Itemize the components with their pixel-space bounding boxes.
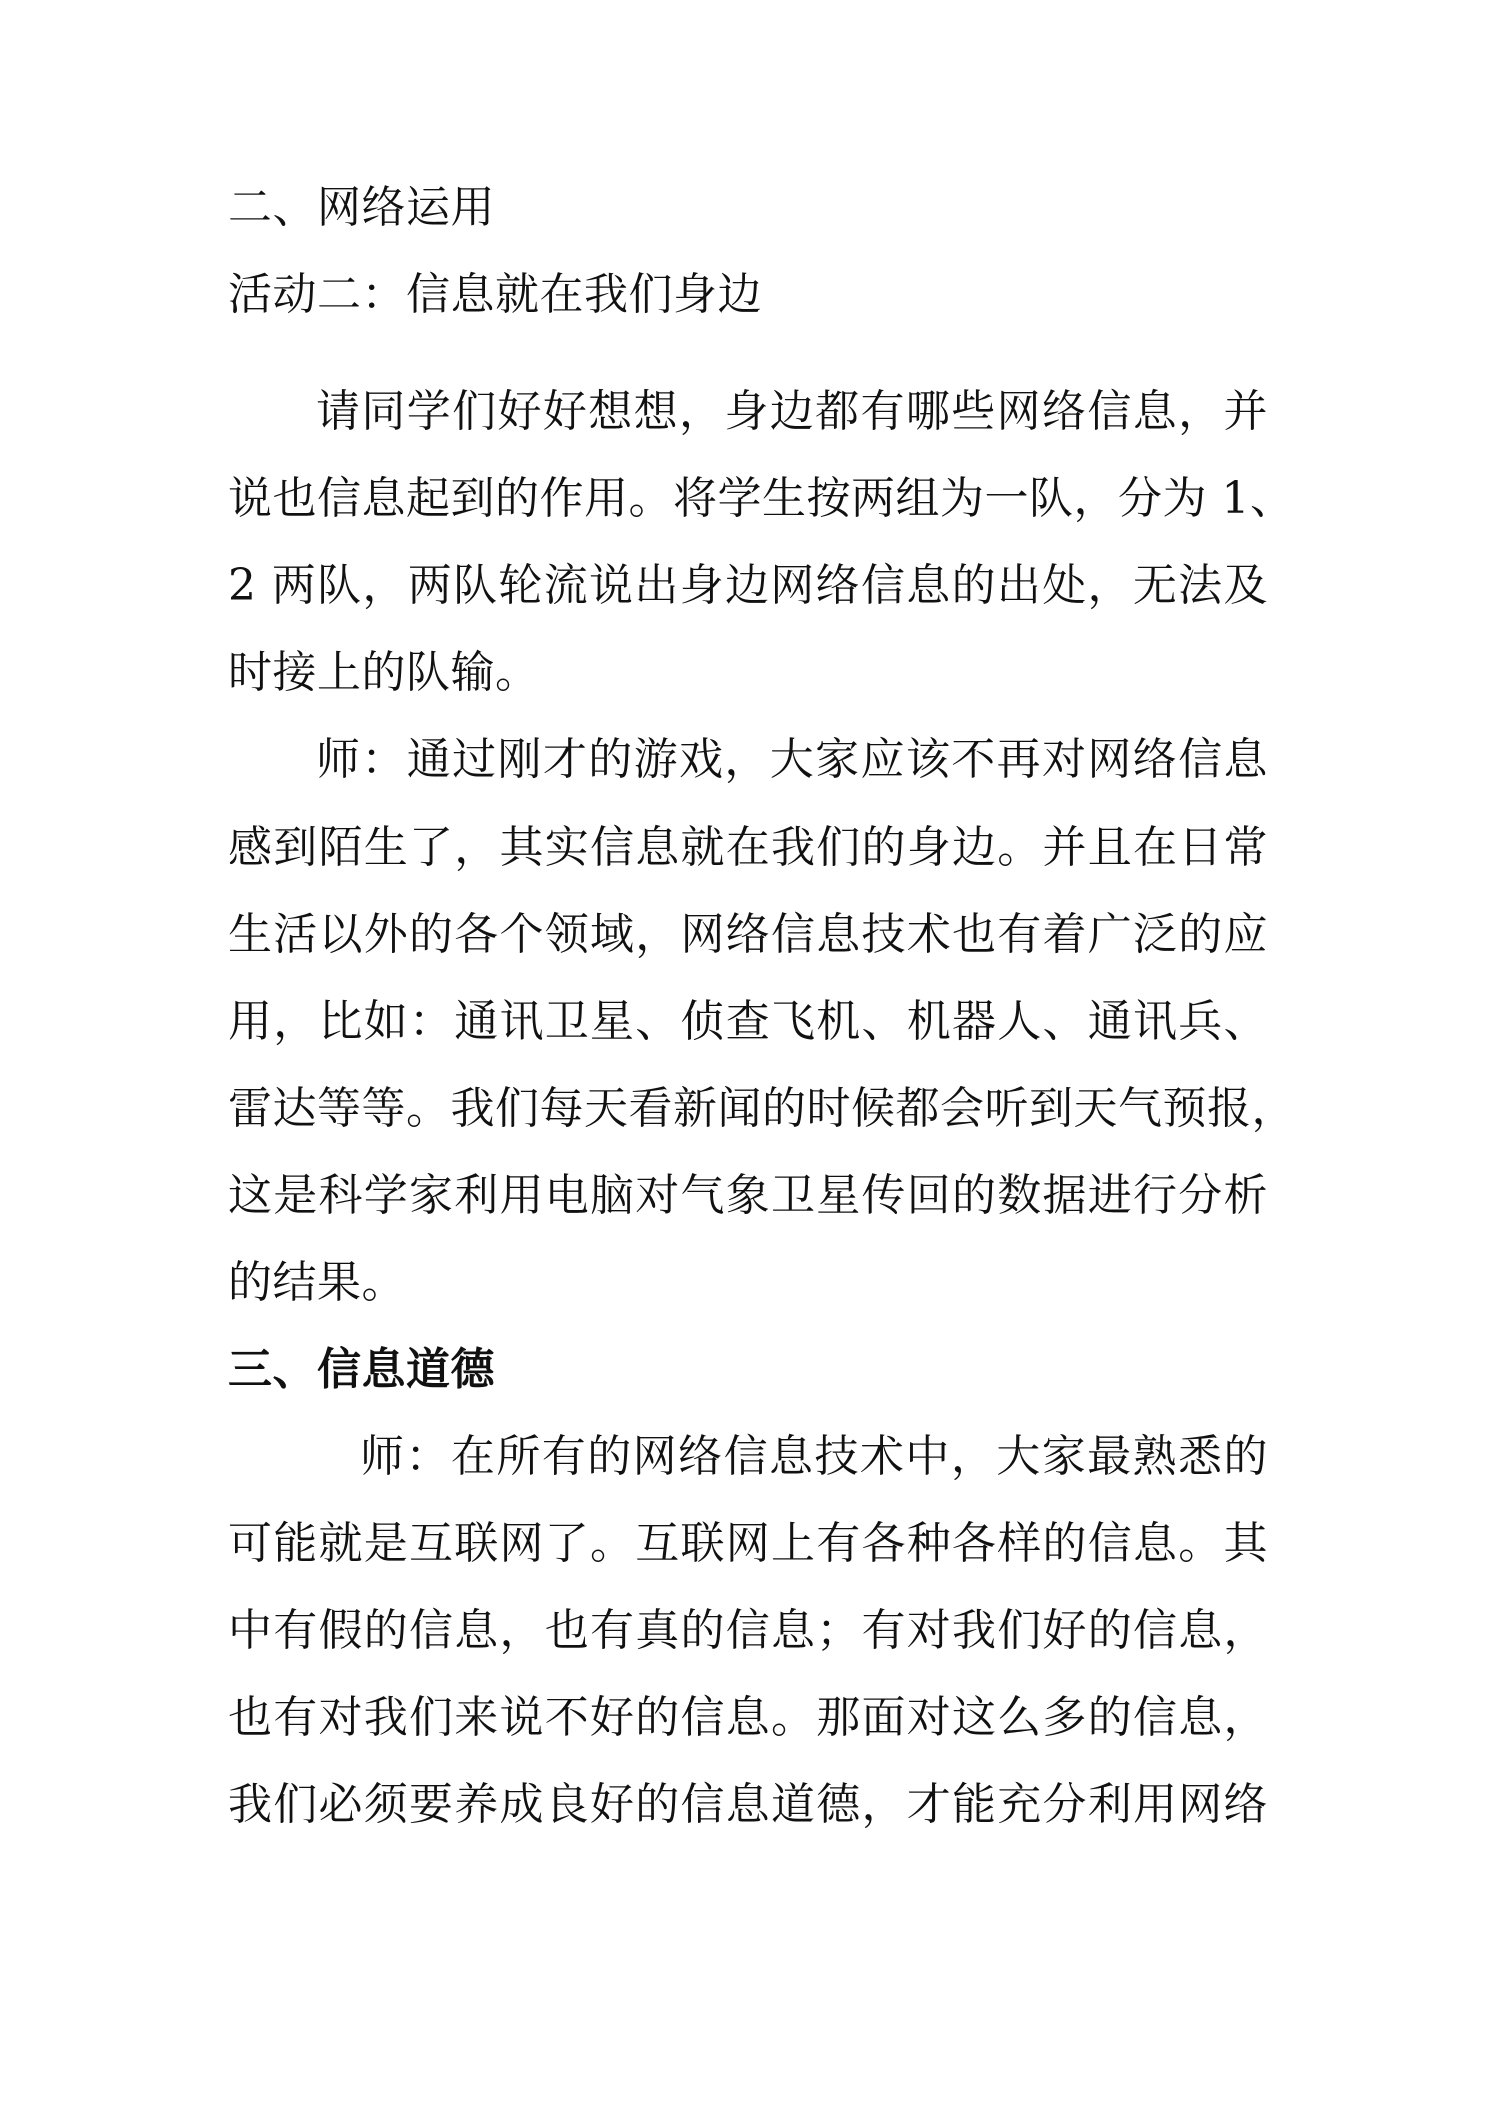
paragraph-3-line: 中有假的信息，也有真的信息；有对我们好的信息， [228,1605,1268,1656]
paragraph-2-line: 师：通过刚才的游戏，大家应该不再对网络信息 [316,734,1268,785]
paragraph-1-line: 说也信息起到的作用。将学生按两组为一队，分为 1、 [228,473,1295,524]
section-heading-info-ethics: 三、信息道德 [228,1344,495,1395]
section-heading-network-use: 二、网络运用 [228,182,495,233]
paragraph-2-line: 生活以外的各个领域，网络信息技术也有着广泛的应 [228,909,1268,960]
paragraph-3-line: 可能就是互联网了。互联网上有各种各样的信息。其 [228,1518,1268,1569]
paragraph-3-line: 我们必须要养成良好的信息道德，才能充分利用网络 [228,1779,1268,1830]
paragraph-2-line: 感到陌生了，其实信息就在我们的身边。并且在日常 [228,822,1268,873]
paragraph-2-line: 用，比如：通讯卫星、侦查飞机、机器人、通讯兵、 [228,996,1268,1047]
paragraph-1-line: 请同学们好好想想，身边都有哪些网络信息，并 [316,386,1268,437]
paragraph-2-line: 雷达等等。我们每天看新闻的时候都会听到天气预报， [228,1083,1296,1134]
paragraph-1-line: 时接上的队输。 [228,647,540,698]
paragraph-3-line: 也有对我们来说不好的信息。那面对这么多的信息， [228,1692,1268,1743]
activity-title: 活动二：信息就在我们身边 [228,269,762,320]
paragraph-3-line: 师：在所有的网络信息技术中，大家最熟悉的 [360,1431,1268,1482]
paragraph-1-line: 2 两队，两队轮流说出身边网络信息的出处，无法及 [228,560,1268,611]
paragraph-2-line: 这是科学家利用电脑对气象卫星传回的数据进行分析 [228,1170,1268,1221]
paragraph-2-line: 的结果。 [228,1257,406,1308]
